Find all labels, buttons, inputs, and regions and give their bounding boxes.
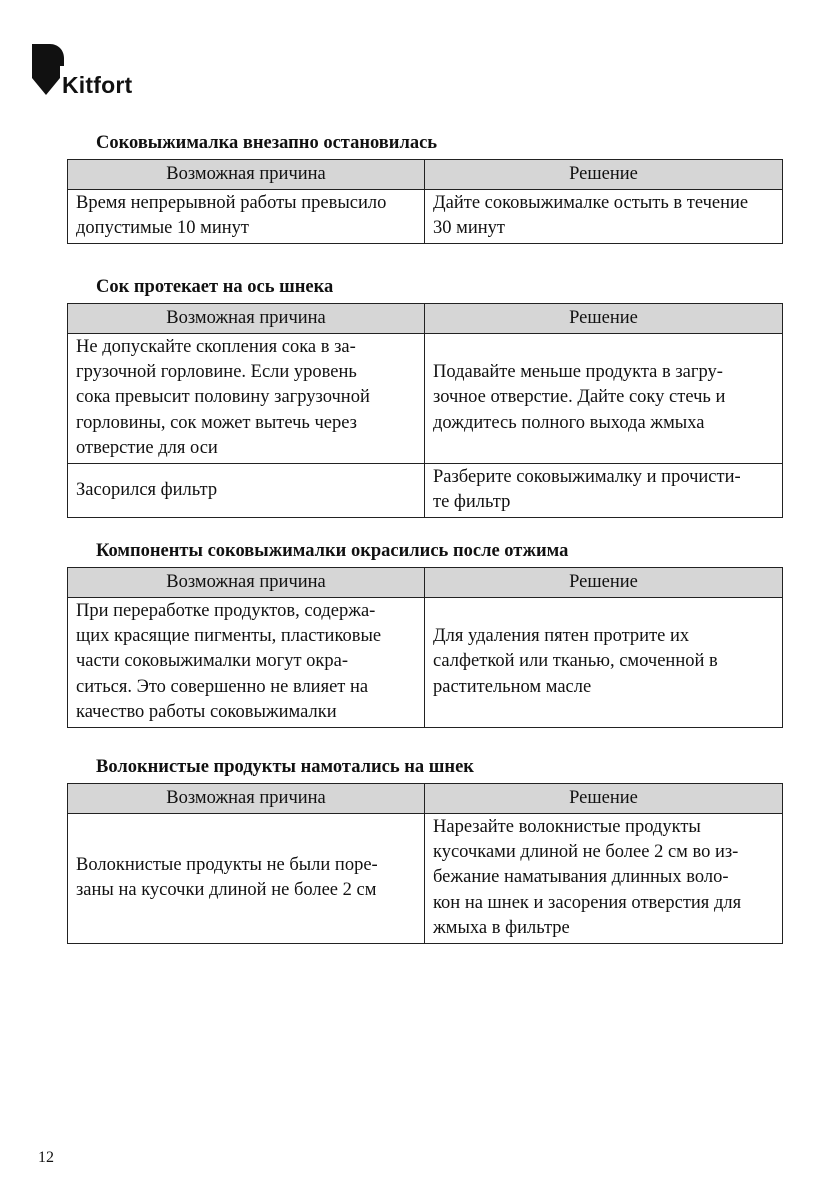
header-cause: Возможная причина [68, 304, 425, 334]
text-line: кусочками длиной не более 2 см во из- [433, 842, 739, 863]
solution-cell [425, 464, 783, 518]
troubleshooting-table [67, 567, 783, 728]
cause-cell [68, 598, 425, 728]
text-line: Время непрерывной работы превысило [76, 193, 387, 213]
brand-logo [32, 44, 152, 100]
text-line: салфеткой или тканью, смоченной в [433, 651, 718, 672]
text-line: ситься. Это совершенно не влияет на [76, 676, 369, 697]
text-line: сока превысит половину загрузочной [76, 387, 370, 408]
section-title: Волокнистые продукты намотались на шнек [96, 757, 474, 777]
text-line: части соковыжималки могут окра- [76, 651, 349, 672]
cause-cell [68, 334, 425, 464]
text-line: При переработке продуктов, содержа- [76, 601, 376, 621]
section-title: Сок протекает на ось шнека [96, 277, 334, 297]
text-line: Для удаления пятен протрите их [433, 626, 690, 647]
header-solution: Решение [425, 568, 783, 598]
table-header-row [68, 568, 783, 598]
header-solution: Решение [425, 304, 783, 334]
header-cause: Возможная причина [68, 784, 425, 814]
troubleshooting-table [67, 303, 783, 518]
text-line: Дайте соковыжималке остыть в течение [433, 193, 749, 213]
troubleshooting-table [67, 783, 783, 944]
table-row [68, 334, 783, 464]
cause-cell [68, 190, 425, 244]
solution-cell [425, 334, 783, 464]
section-title: Компоненты соковыжималки окрасились после отжима [96, 541, 569, 561]
cause-cell [68, 464, 425, 518]
table-header-row [68, 160, 783, 190]
table-row [68, 814, 783, 944]
text-line: щих красящие пигменты, пластиковые [76, 626, 382, 647]
solution-cell [425, 814, 783, 944]
text-line: те фильтр [433, 492, 511, 513]
table-header-row [68, 784, 783, 814]
section-title: Соковыжималка внезапно остановилась [96, 133, 438, 153]
text-line: грузочной горловине. Если уровень [76, 362, 357, 383]
solution-cell [425, 190, 783, 244]
text-line: Разберите соковыжималку и прочисти- [433, 467, 741, 488]
table-row [68, 598, 783, 728]
table-row [68, 464, 783, 518]
table-header-row [68, 304, 783, 334]
page-number: 12 [38, 1149, 54, 1166]
brand-name: Kitfort [62, 72, 133, 98]
text-line: горловины, сок может вытечь через [76, 412, 357, 433]
solution-cell [425, 598, 783, 728]
text-line: кон на шнек и засорения отверстия для [433, 892, 742, 913]
text-line: качество работы соковыжималки [76, 701, 337, 722]
text-line: Подавайте меньше продукта в загру- [433, 362, 723, 383]
kitfort-logo-icon [32, 44, 64, 96]
text-line: Засорился фильтр [76, 479, 218, 500]
cause-cell [68, 814, 425, 944]
text-line: жмыха в фильтре [433, 917, 570, 938]
text-line: зочное отверстие. Дайте соку стечь и [433, 387, 726, 408]
header-cause: Возможная причина [68, 568, 425, 598]
troubleshooting-table [67, 159, 783, 244]
text-line: заны на кусочки длиной не более 2 см [76, 880, 377, 900]
header-cause: Возможная причина [68, 160, 425, 190]
text-line: Не допускайте скопления сока в за- [76, 337, 356, 357]
text-line: бежание наматывания длинных воло- [433, 867, 729, 888]
header-solution: Решение [425, 784, 783, 814]
text-line: Волокнистые продукты не были поре- [76, 854, 378, 875]
text-line: допустимые 10 минут [76, 218, 249, 239]
text-line: Нарезайте волокнистые продукты [433, 817, 701, 837]
text-line: дождитесь полного выхода жмыха [433, 412, 705, 433]
text-line: отверстие для оси [76, 437, 218, 458]
header-solution: Решение [425, 160, 783, 190]
text-line: 30 минут [433, 218, 505, 239]
text-line: растительном масле [433, 676, 592, 697]
table-row [68, 190, 783, 244]
